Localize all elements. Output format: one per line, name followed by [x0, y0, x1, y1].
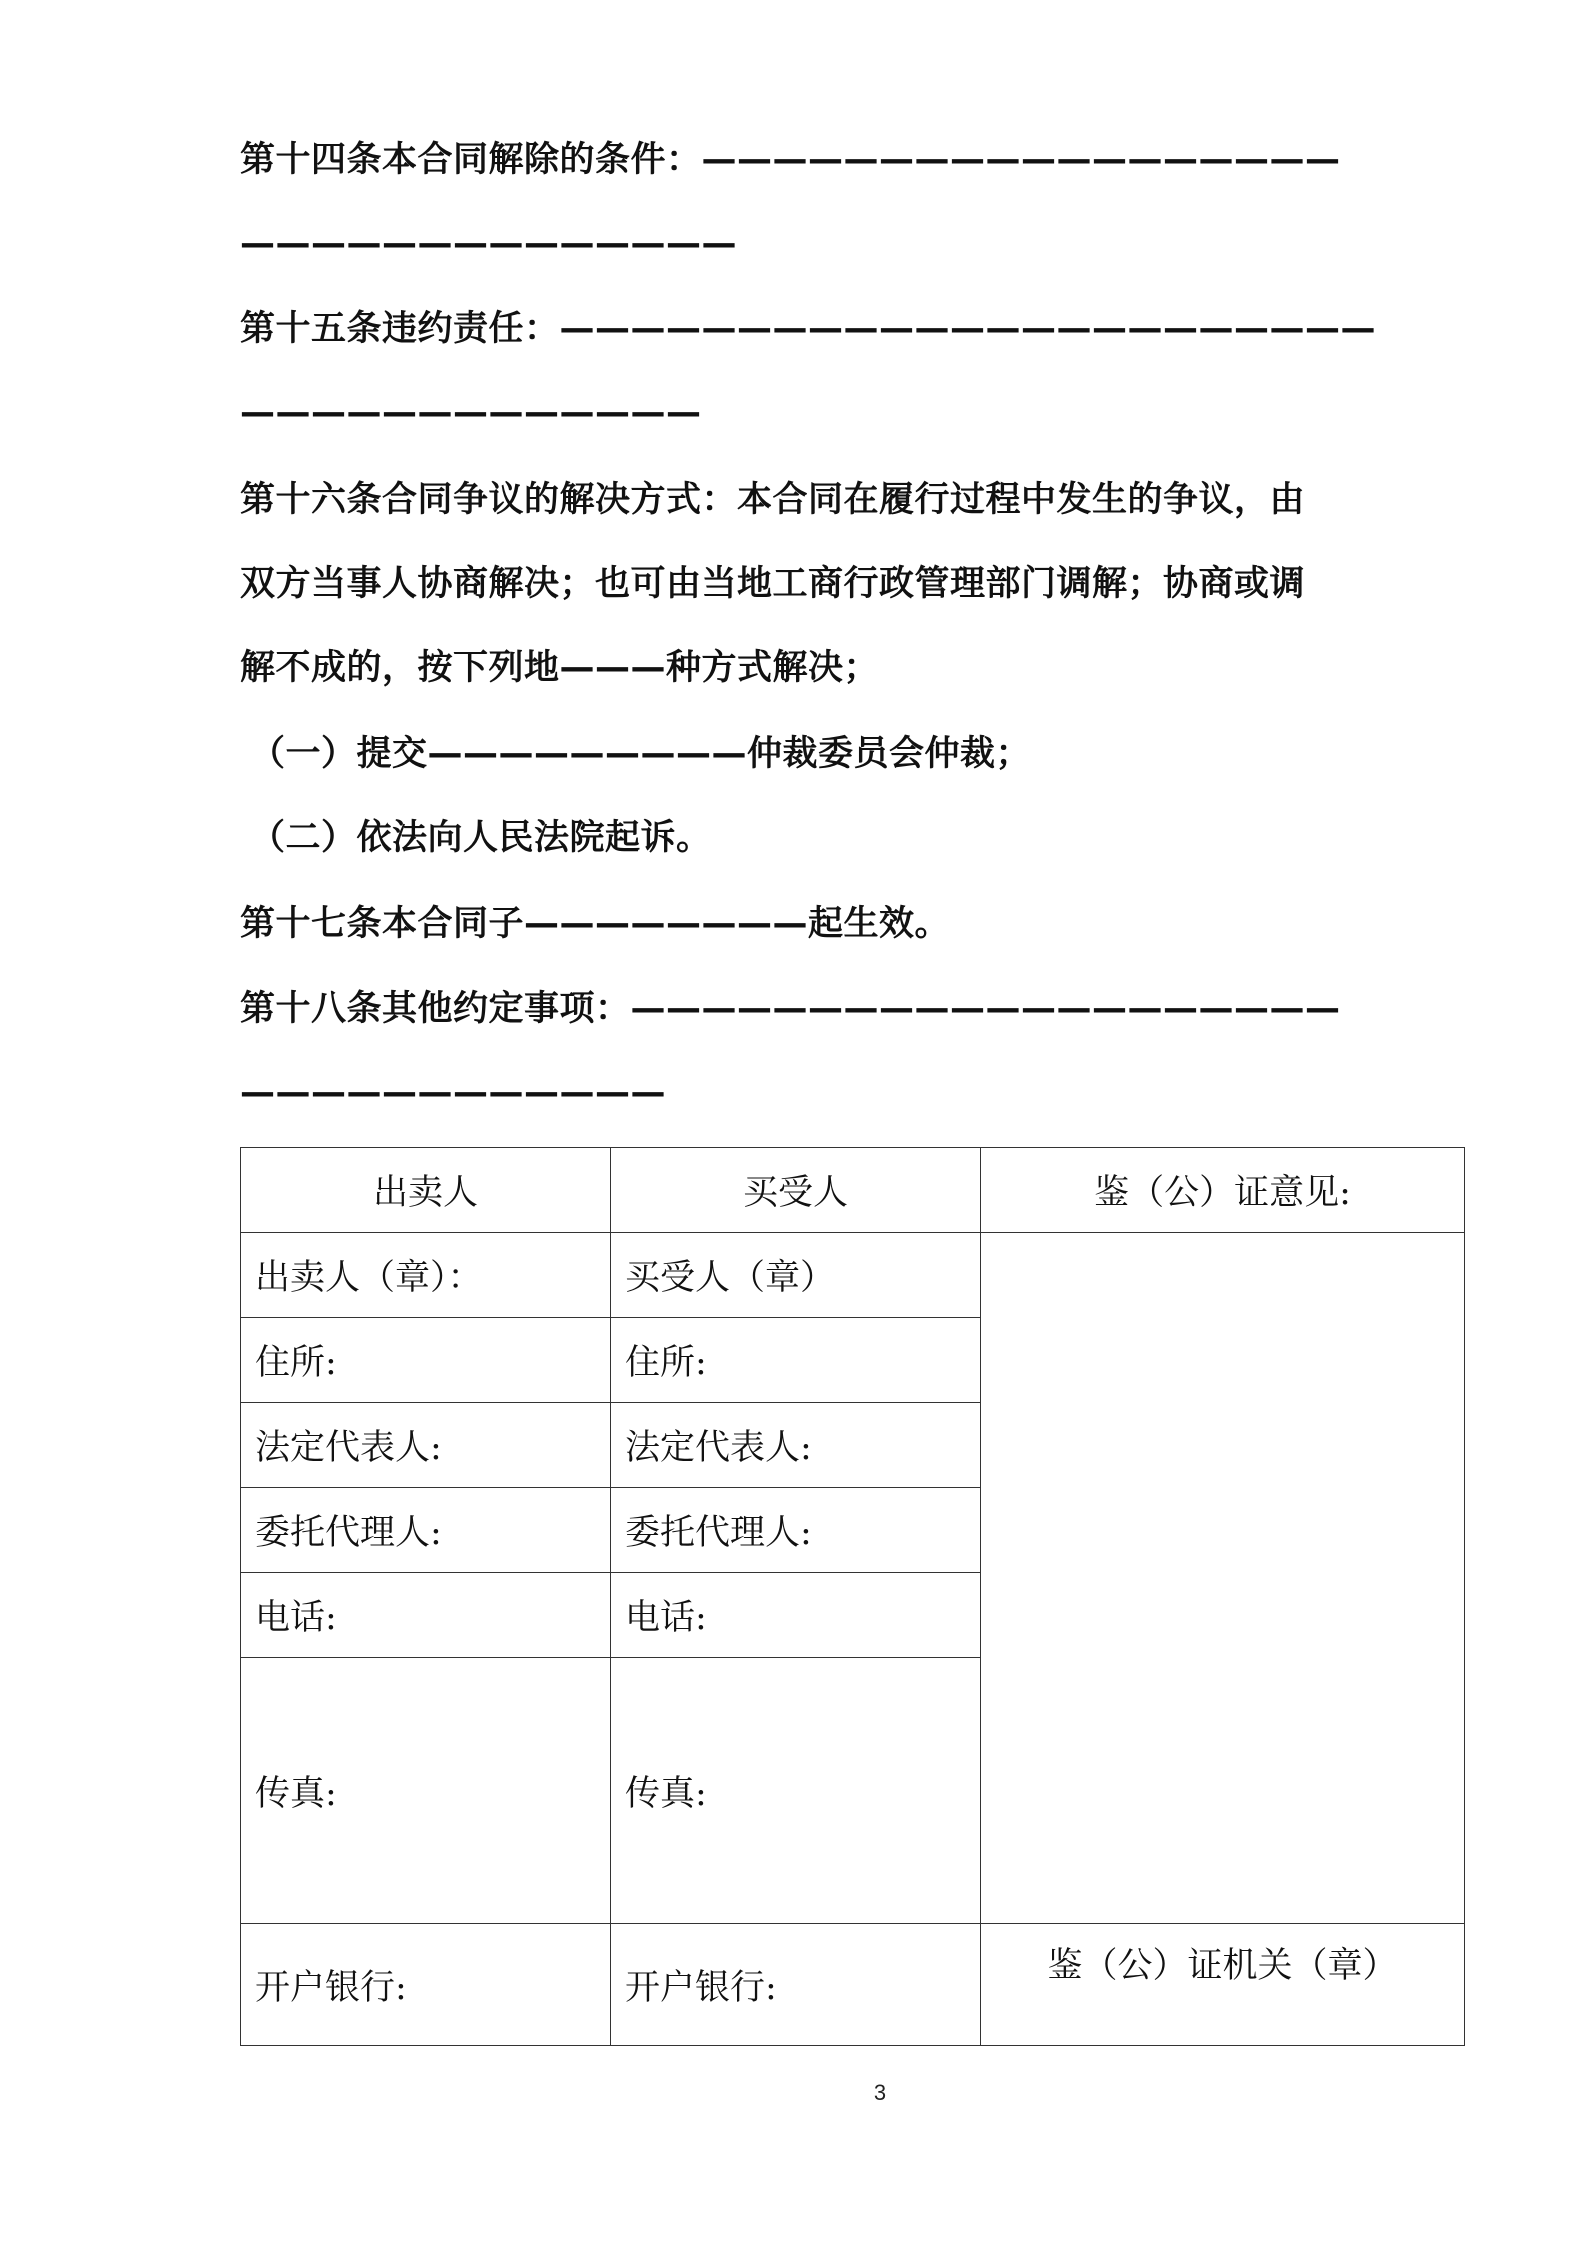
seller-phone-cell[interactable]: 电话:: [241, 1573, 611, 1658]
clause-16-option-1: [250, 712, 1365, 796]
buyer-address-cell[interactable]: 住所:: [611, 1318, 981, 1403]
buyer-seal-cell[interactable]: 买受人（章）: [611, 1233, 981, 1318]
seller-agent-cell[interactable]: 委托代理人:: [241, 1488, 611, 1573]
signature-table: [240, 1147, 1465, 2046]
clause-18: [240, 967, 1355, 1135]
seller-legal-rep-cell[interactable]: 法定代表人:: [241, 1403, 611, 1488]
seller-header: 出卖人: [241, 1148, 611, 1233]
clause-14-line-2: ——————————————: [240, 224, 737, 264]
seller-bank-cell[interactable]: 开户银行:: [241, 1924, 611, 2046]
clause-16: [240, 458, 1355, 710]
buyer-agent-cell[interactable]: 委托代理人:: [611, 1488, 981, 1573]
clause-16-option-1-text: （一）提交—————————仲裁委员会仲裁；: [250, 734, 1032, 774]
buyer-bank-cell[interactable]: 开户银行:: [611, 1924, 981, 2046]
buyer-phone-cell[interactable]: 电话:: [611, 1573, 981, 1658]
clause-15-line-2: —————————————: [240, 393, 702, 433]
notary-opinion-cell[interactable]: [981, 1233, 1465, 1924]
notary-opinion-header: 鉴（公）证意见:: [981, 1148, 1465, 1233]
clause-14-line-1: 第十四条本合同解除的条件：——————————————————: [240, 140, 1341, 180]
clause-16-line-1: 第十六条合同争议的解决方式：本合同在履行过程中发生的争议，由: [240, 480, 1306, 520]
seller-address-cell[interactable]: 住所:: [241, 1318, 611, 1403]
table-row: [241, 1233, 1465, 1318]
clause-16-option-2: [250, 796, 1365, 880]
clause-18-line-2: ————————————: [240, 1073, 666, 1113]
clause-18-line-1: 第十八条其他约定事项：————————————————————: [240, 989, 1341, 1029]
clause-15-line-1: 第十五条违约责任：———————————————————————: [240, 309, 1377, 349]
clause-17: [240, 882, 1355, 966]
buyer-header: 买受人: [611, 1148, 981, 1233]
table-header-row: [241, 1148, 1465, 1233]
clause-15: [240, 287, 1377, 455]
clause-16-line-2: 双方当事人协商解决；也可由当地工商行政管理部门调解；协商或调: [240, 564, 1306, 604]
seller-fax-cell[interactable]: 传真:: [241, 1658, 611, 1924]
table-row: [241, 1924, 1465, 2046]
seller-seal-cell[interactable]: 出卖人（章）：: [241, 1233, 611, 1318]
clause-16-option-2-text: （二）依法向人民法院起诉。: [250, 818, 712, 858]
clause-14: [240, 118, 1355, 286]
buyer-legal-rep-cell[interactable]: 法定代表人:: [611, 1403, 981, 1488]
clause-17-text: 第十七条本合同子————————起生效。: [240, 904, 951, 944]
page-number: 3: [873, 2080, 887, 2105]
clause-16-line-3: 解不成的，按下列地———种方式解决；: [240, 648, 880, 688]
notary-seal-cell[interactable]: 鉴（公）证机关（章）: [981, 1924, 1465, 2046]
buyer-fax-cell[interactable]: 传真:: [611, 1658, 981, 1924]
